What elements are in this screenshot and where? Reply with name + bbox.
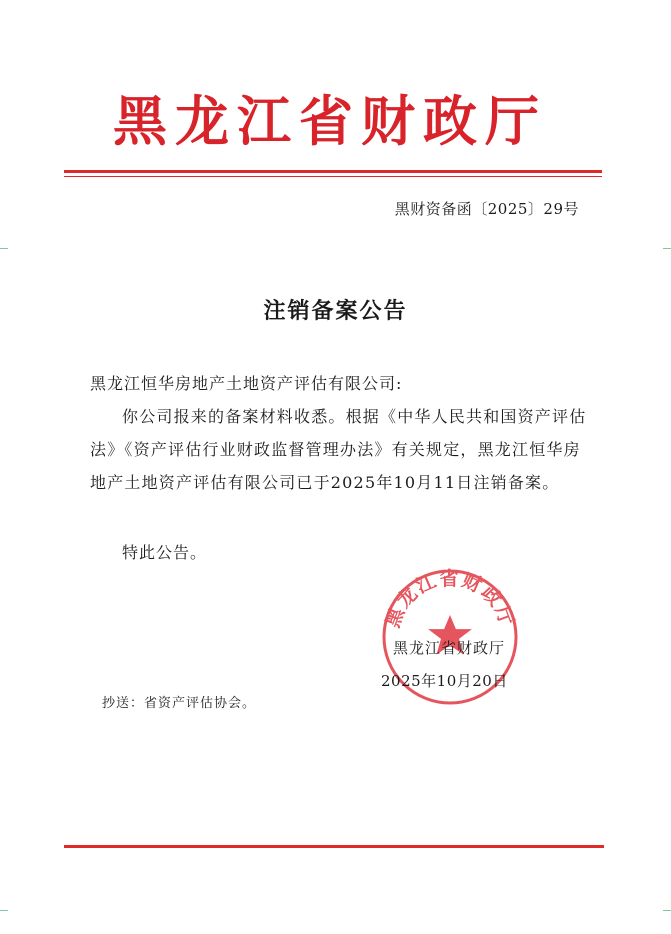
- header-divider-thin: [64, 176, 602, 177]
- edge-mark-left-bottom: [0, 910, 8, 911]
- edge-mark-right-bottom: [663, 910, 671, 911]
- edge-mark-right-top: [663, 248, 671, 249]
- addressee: 黑龙江恒华房地产土地资产评估有限公司:: [90, 374, 403, 393]
- closing-remark: 特此公告。: [122, 543, 208, 562]
- footer-divider: [64, 845, 604, 848]
- header-divider: [64, 170, 602, 173]
- edge-mark-left-top: [0, 248, 8, 249]
- document-title: 注销备案公告: [263, 298, 408, 324]
- cc-recipients: 抄送：省资产评估协会。: [102, 696, 257, 711]
- document-number: 黑财资备函〔2025〕29号: [394, 200, 579, 218]
- signature-org: 黑龙江省财政厅: [393, 639, 506, 657]
- masthead-org-name: 黑龙江省财政厅: [113, 89, 547, 153]
- signature-date: 2025年10月20日: [381, 672, 508, 690]
- seal-text: 黑龙江省财政厅: [381, 568, 519, 631]
- body-paragraph: 你公司报来的备案材料收悉。根据《中华人民共和国资产评估法》《资产评估行业财政监督管理办法》有关规定，黑龙江恒华房地产土地资产评估有限公司已于2025年10月11日注销备案。: [90, 407, 587, 492]
